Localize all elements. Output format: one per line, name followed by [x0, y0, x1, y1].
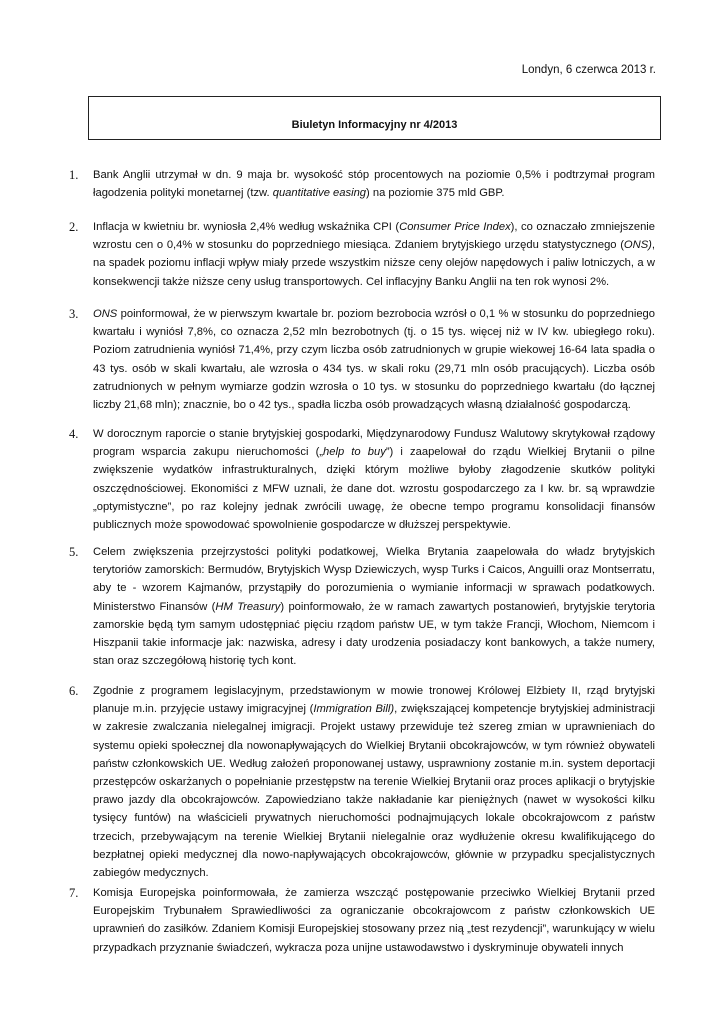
italic-term: ONS	[93, 308, 118, 320]
list-item-text: ONS poinformował, że w pierwszym kwartale br. poziom bezrobocia wzrósł o 0,1 % w stosunku do poprzedniego kwartału i wyniósł 7,8%, co oznacza 2,52 mln bezrobotnych (tj. o 15 tys. więcej niż w IV kw. ubiegłego roku). Poziom zatrudnienia wyniósł 71,4%, przy czym liczba osób zatrudnionych w grupie wiekowej 16-64 lata spadła o 43 tys. osób w skali kwartału, ale wzrosła o 434 tys. w skali roku (29,71 mln osób pracujących). Liczba osób zatrudnionych w pełnym wymiarze godzin wzrosła o 10 tys. w stosunku do poprzedniego kwartału (do łącznej liczby 21,68 mln); znacznie, bo o 42 tys., spadła liczba osób prowadzących własną działalność gospodarczą.	[93, 308, 655, 412]
list-item-text: Komisja Europejska poinformowała, że zamierza wszcząć postępowanie przeciwko Wielkiej Brytanii przed Europejskim Trybunałem Sprawiedliwości za ograniczanie obcokrajowcom z państw członkowskich UE uprawnień do zasiłków. Zdaniem Komisji Europejskiej stosowany przez nią „test rezydencji”, warunkujący w wielu przypadkach przyznanie świadczeń, wykracza poza unijne ustawodawstwo i dyskryminuje obywateli innych	[93, 887, 655, 954]
list-item-number: 1.	[69, 168, 79, 182]
list-item-text: Inflacja w kwietniu br. wyniosła 2,4% według wskaźnika CPI (Consumer Price Index), co oznaczało zmniejszenie wzrostu cen o 0,4% w stosunku do poprzedniego miesiąca. Zdaniem brytyjskiego urzędu statystycznego (ONS), na spadek poziomu inflacji wpływ miały przede wszystkim niższe ceny olejów napędowych i paliw lotniczych, a w konsekwencji także niższe ceny usług transportowych. Cel inflacyjny Banku Anglii na ten rok wynosi 2%.	[93, 221, 655, 288]
list-item-number: 7.	[69, 886, 79, 900]
title-box	[88, 96, 661, 140]
italic-term: help to buy	[323, 446, 386, 459]
document-date: Londyn, 6 czerwca 2013 r.	[521, 64, 656, 76]
list-item-text: Zgodnie z programem legislacyjnym, przedstawionym w mowie tronowej Królowej Elżbiety II, rząd brytyjski planuje m.in. przyjęcie ustawy imigracyjnej (Immigration Bill), zwiększającej kompetencje brytyjskiej administracji w zakresie zwalczania nielegalnej imigracji. Projekt ustawy przewiduje też szereg zmian w uprawnieniach do systemu opieki społecznej dla nowonapływających do Wielkiej Brytanii obcokrajowców, w tym również obywateli państw członkowskich UE. Według założeń proponowanej ustawy, usprawniony zostanie m.in. system deportacji przestępców oskarżanych o popełnianie przestępstw na terenie Wielkiej Brytanii oraz proces aplikacji o brytyjskie prawo jazdy dla obcokrajowców. Zapowiedziano także nakładanie kar pieniężnych (nawet w wysokości kilku tysięcy funtów) na właścicieli prywatnych nieruchomości podnajmujących lokale obcokrajowcom z państw trzecich, przebywającym na terenie Wielkiej Brytanii nielegalnie oraz wydłużenie okresu kwalifikującego do bezpłatnej opieki medycznej dla nowo-napływających obcokrajowców, głównie w przypadku specjalistycznych zabiegów medycznych.	[93, 685, 655, 880]
list-item-text: W dorocznym raporcie o stanie brytyjskiej gospodarki, Międzynarodowy Fundusz Walutowy skrytykował rządowy program wsparcia zakupu nieruchomości („help to buy”) i zaapelował do rządu Wielkiej Brytanii o pilne zwiększenie wydatków infrastrukturalnych, dzięki którym możliwe byłoby złagodzenie skutków polityki oszczędnościowej. Ekonomiści z MFW uznali, że dane dot. wzrostu gospodarczego za I kw. br. są wprawdzie „optymistyczne”, po raz kolejny jednak zwrócili uwagę, że obecne tempo programu konsolidacji finansów publicznych może spowodować spowolnienie gospodarcze w dłuższej perspektywie.	[93, 428, 655, 532]
italic-term: Consumer Price Index	[399, 221, 511, 233]
list-item-number: 4.	[69, 427, 79, 441]
list-item-number: 5.	[69, 545, 79, 559]
italic-term: HM Treasury	[215, 600, 281, 613]
italic-term: ONS)	[623, 239, 652, 252]
italic-term: quantitative easing	[272, 187, 367, 200]
list-item-text: Celem zwiększenia przejrzystości polityki podatkowej, Wielka Brytania zaapelowała do władz brytyjskich terytoriów zamorskich: Bermudów, Brytyjskich Wysp Dziewiczych, wysp Turks i Caicos, Anguilli oraz Montserratu, aby te - wzorem Kajmanów, przystąpiły do porozumienia o wymianie informacji w sprawach podatkowych. Ministerstwo Finansów (HM Treasury) poinformowało, że w ramach zawartych postanowień, brytyjskie terytoria zamorskie będą tym samym udostępniać pięciu rządom państw UE, w tym także Francji, Włochom, Niemcom i Hiszpanii takie informacje jak: nazwiska, adresy i daty urodzenia posiadaczy kont bankowych, a także numery, stan oraz szczegółową historię tych kont.	[93, 546, 655, 668]
document-title: Biuletyn Informacyjny nr 4/2013	[291, 119, 458, 131]
list-item-number: 2.	[69, 220, 79, 234]
list-item-text: Bank Anglii utrzymał w dn. 9 maja br. wysokość stóp procentowych na poziomie 0,5% i podtrzymał program łagodzenia polityki monetarnej (tzw. quantitative easing) na poziomie 375 mld GBP.	[93, 169, 655, 200]
italic-term: Immigration Bill)	[313, 703, 395, 716]
list-item-number: 6.	[69, 684, 79, 698]
list-item-number: 3.	[69, 307, 79, 321]
